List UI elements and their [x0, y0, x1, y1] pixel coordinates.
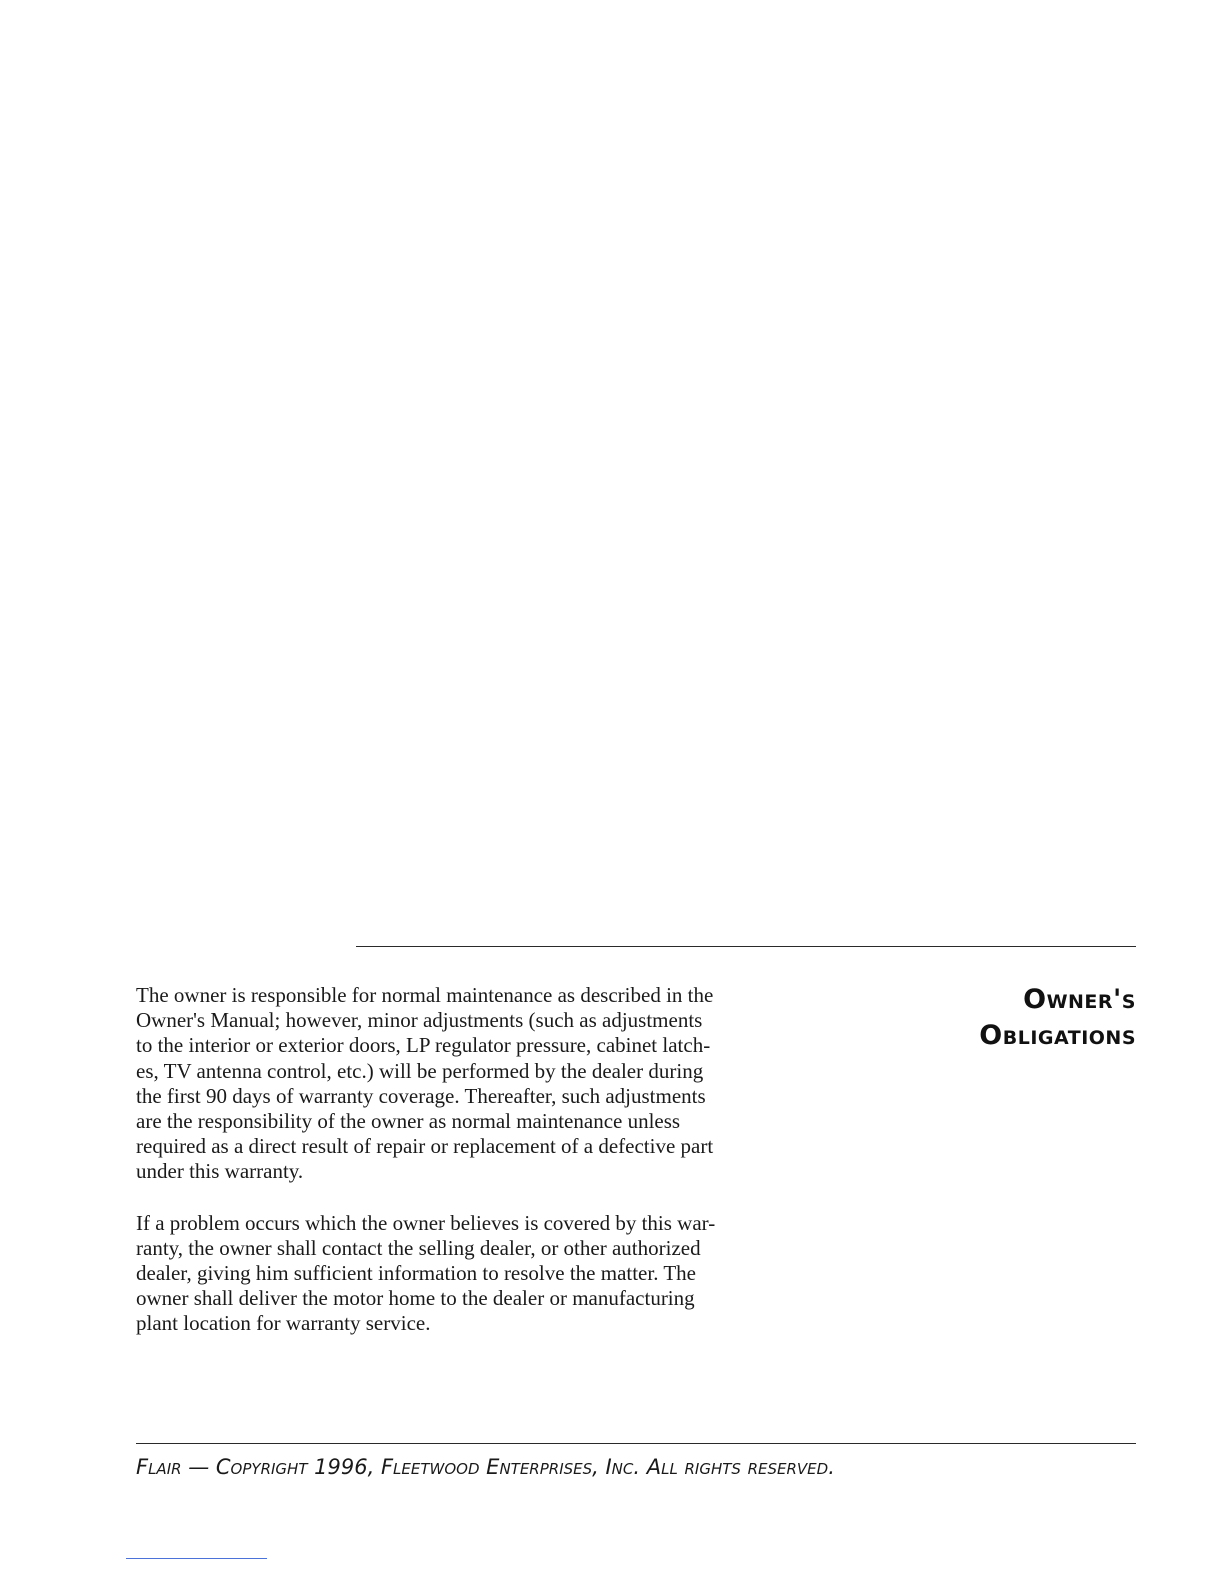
- footer-rule: [136, 1443, 1136, 1444]
- section-top-rule: [356, 946, 1136, 947]
- section-body: [136, 983, 776, 1337]
- section-heading: [979, 982, 1136, 1054]
- corner-line: [126, 1558, 267, 1559]
- body-paragraph-1: The owner is responsible for normal maintenance as described in the Owner's Manual; however, minor adjustments (such as adjustments to the interior or exterior doors, LP regulator pressure, cabinet latch- es, TV antenna control, etc.) will be performed by the dealer during the first 90 days of warranty coverage. Thereafter, such adjustments are the responsibility of the owner as normal maintenance unless required as a direct result of repair or replacement of a defective part under this warranty.: [136, 983, 714, 1184]
- body-paragraph-2: If a problem occurs which the owner believes is covered by this war- ranty, the owner shall contact the selling dealer, or other authorized dealer, giving him sufficient information to resolve the matter. The owner shall deliver the motor home to the dealer or manufacturing plant location for warranty service.: [136, 1210, 716, 1336]
- copyright-footer: Flair — Copyright 1996, Fleetwood Enterprises, Inc. All rights reserved.: [136, 1455, 835, 1479]
- section-heading-line1: Owner's: [1023, 984, 1136, 1015]
- section-heading-line2: Obligations: [979, 1020, 1136, 1051]
